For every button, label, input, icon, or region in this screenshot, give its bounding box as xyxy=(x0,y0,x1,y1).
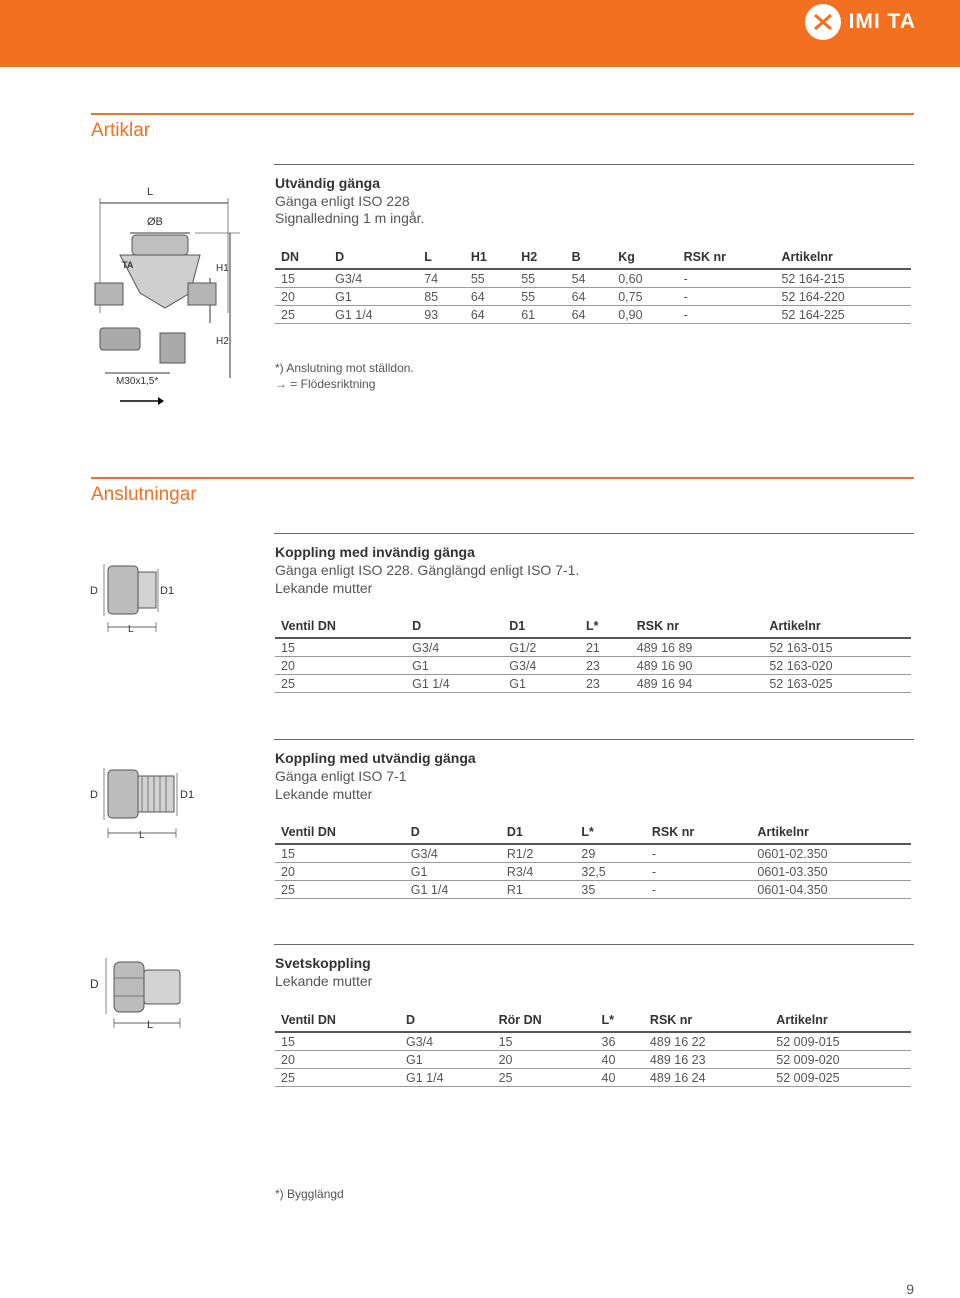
product-line-1: Gänga enligt ISO 228 xyxy=(275,193,410,209)
fitting2-diagram xyxy=(86,758,196,840)
table-cell: 15 xyxy=(275,269,329,288)
column-header: H2 xyxy=(515,246,565,269)
table-cell: 52 164-220 xyxy=(775,288,911,306)
table-cell: - xyxy=(646,844,752,863)
table-cell: 0601-04.350 xyxy=(751,881,911,899)
table-header-row xyxy=(275,821,911,844)
table-cell: 0,60 xyxy=(612,269,677,288)
table-cell: 32,5 xyxy=(575,863,646,881)
table-cell: - xyxy=(646,863,752,881)
fitting1-line-1: Gänga enligt ISO 228. Gänglängd enligt ISO 7-1. xyxy=(275,562,580,578)
product-table xyxy=(275,246,911,324)
fitting3-line-1: Lekande mutter xyxy=(275,973,373,989)
table-cell: 55 xyxy=(515,288,565,306)
block-rule xyxy=(274,944,914,945)
table-row xyxy=(275,675,911,693)
table-cell: G3/4 xyxy=(400,1032,493,1051)
table-row xyxy=(275,638,911,657)
diagram-label-H1: H1 xyxy=(216,263,229,274)
table-cell: R1/2 xyxy=(501,844,576,863)
table-cell: G1/2 xyxy=(503,638,580,657)
table-cell: 25 xyxy=(493,1069,596,1087)
column-header: D xyxy=(405,821,501,844)
table-cell: 40 xyxy=(596,1051,644,1069)
table-cell: 55 xyxy=(465,269,515,288)
table-cell: G3/4 xyxy=(329,269,418,288)
valve-diagram xyxy=(90,183,250,408)
table-cell: G3/4 xyxy=(405,844,501,863)
table-cell: 52 164-225 xyxy=(775,306,911,324)
table-row xyxy=(275,863,911,881)
table-row xyxy=(275,288,911,306)
table-cell: 489 16 94 xyxy=(631,675,764,693)
table-cell: 489 16 22 xyxy=(644,1032,770,1051)
fitting3-label-L: L xyxy=(147,1019,154,1030)
table-cell: 25 xyxy=(275,1069,400,1087)
table-cell: 85 xyxy=(418,288,465,306)
column-header: B xyxy=(566,246,613,269)
table-cell: G3/4 xyxy=(503,657,580,675)
table-cell: - xyxy=(678,306,776,324)
diagram-label-M30: M30x1,5* xyxy=(116,376,159,387)
column-header: Artikelnr xyxy=(763,615,911,638)
table-cell: R3/4 xyxy=(501,863,576,881)
column-header: D1 xyxy=(501,821,576,844)
diagram-logo: TA xyxy=(122,260,134,270)
column-header: D xyxy=(400,1009,493,1032)
fitting2-label-D: D xyxy=(90,789,98,801)
table-cell: G1 1/4 xyxy=(400,1069,493,1087)
column-header: Kg xyxy=(612,246,677,269)
table-cell: G1 xyxy=(503,675,580,693)
table-cell: 55 xyxy=(515,269,565,288)
fitting1-table xyxy=(275,615,911,693)
footnote: *) Bygglängd xyxy=(275,1187,344,1201)
table-cell: - xyxy=(678,288,776,306)
table-cell: 64 xyxy=(465,288,515,306)
table-cell: 61 xyxy=(515,306,565,324)
table-cell: 35 xyxy=(575,881,646,899)
fitting3-table xyxy=(275,1009,911,1087)
column-header: Artikelnr xyxy=(770,1009,911,1032)
fitting2-line-2: Lekande mutter xyxy=(275,786,373,802)
table-header-row xyxy=(275,1009,911,1032)
column-header: Ventil DN xyxy=(275,1009,400,1032)
table-cell: 25 xyxy=(275,675,406,693)
table-cell: 489 16 89 xyxy=(631,638,764,657)
fitting1-label-L: L xyxy=(128,624,134,634)
column-header: L* xyxy=(596,1009,644,1032)
table-row xyxy=(275,269,911,288)
table-cell: G1 xyxy=(329,288,418,306)
logo-mark-icon xyxy=(805,4,841,40)
column-header: L* xyxy=(580,615,631,638)
table-header-row xyxy=(275,246,911,269)
section-rule xyxy=(91,113,914,115)
table-cell: 20 xyxy=(275,1051,400,1069)
block-rule xyxy=(274,164,914,165)
column-header: H1 xyxy=(465,246,515,269)
table-cell: 74 xyxy=(418,269,465,288)
table-row xyxy=(275,1069,911,1087)
table-cell: - xyxy=(678,269,776,288)
fitting1-diagram xyxy=(86,554,186,634)
table-cell: 0,75 xyxy=(612,288,677,306)
table-cell: 0601-03.350 xyxy=(751,863,911,881)
table-cell: 25 xyxy=(275,306,329,324)
product-title: Utvändig gänga xyxy=(275,175,381,191)
fitting1-label-D1: D1 xyxy=(160,585,175,597)
table-cell: 64 xyxy=(566,288,613,306)
table-cell: 0601-02.350 xyxy=(751,844,911,863)
table-cell: G1 1/4 xyxy=(405,881,501,899)
table-cell: 25 xyxy=(275,881,405,899)
note-actuator: *) Anslutning mot ställdon. xyxy=(275,361,414,375)
column-header: D xyxy=(329,246,418,269)
table-cell: G1 1/4 xyxy=(329,306,418,324)
column-header: Artikelnr xyxy=(775,246,911,269)
column-header: RSK nr xyxy=(644,1009,770,1032)
block-rule xyxy=(274,739,914,740)
note-flow-direction: → = Flödesriktning xyxy=(275,377,376,391)
table-row xyxy=(275,1051,911,1069)
table-cell: G1 xyxy=(400,1051,493,1069)
table-cell: 23 xyxy=(580,657,631,675)
table-cell: 23 xyxy=(580,675,631,693)
table-cell: 52 163-015 xyxy=(763,638,911,657)
table-cell: 93 xyxy=(418,306,465,324)
table-cell: G3/4 xyxy=(406,638,503,657)
imi-ta-logo xyxy=(805,4,916,40)
fitting2-table xyxy=(275,821,911,899)
fitting1-line-2: Lekande mutter xyxy=(275,580,373,596)
table-cell: 21 xyxy=(580,638,631,657)
table-cell: G1 xyxy=(406,657,503,675)
fitting3-label-D: D xyxy=(90,977,99,991)
logo-text: IMI TA xyxy=(848,10,916,33)
table-cell: 20 xyxy=(275,288,329,306)
block-rule xyxy=(274,533,914,534)
fitting3-title: Svetskoppling xyxy=(275,955,371,971)
table-row xyxy=(275,1032,911,1051)
table-cell: 0,90 xyxy=(612,306,677,324)
table-cell: 15 xyxy=(493,1032,596,1051)
diagram-label-H2: H2 xyxy=(216,336,229,347)
column-header: Ventil DN xyxy=(275,615,406,638)
column-header: RSK nr xyxy=(631,615,764,638)
table-cell: 29 xyxy=(575,844,646,863)
section-title-artiklar: Artiklar xyxy=(91,120,151,141)
column-header: Artikelnr xyxy=(751,821,911,844)
fitting2-line-1: Gänga enligt ISO 7-1 xyxy=(275,768,407,784)
table-cell: 40 xyxy=(596,1069,644,1087)
table-cell: 52 009-020 xyxy=(770,1051,911,1069)
table-row xyxy=(275,306,911,324)
table-cell: 20 xyxy=(275,657,406,675)
column-header: DN xyxy=(275,246,329,269)
table-row xyxy=(275,844,911,863)
table-cell: 15 xyxy=(275,638,406,657)
table-cell: 52 163-025 xyxy=(763,675,911,693)
table-row xyxy=(275,657,911,675)
table-cell: 52 164-215 xyxy=(775,269,911,288)
column-header: Rör DN xyxy=(493,1009,596,1032)
table-cell: 489 16 24 xyxy=(644,1069,770,1087)
column-header: Ventil DN xyxy=(275,821,405,844)
table-cell: 52 009-015 xyxy=(770,1032,911,1051)
column-header: RSK nr xyxy=(678,246,776,269)
table-cell: G1 xyxy=(405,863,501,881)
table-cell: 52 163-020 xyxy=(763,657,911,675)
column-header: D1 xyxy=(503,615,580,638)
table-cell: 15 xyxy=(275,1032,400,1051)
table-cell: 20 xyxy=(275,863,405,881)
table-cell: 64 xyxy=(566,306,613,324)
fitting2-title: Koppling med utvändig gänga xyxy=(275,750,476,766)
fitting3-diagram xyxy=(86,948,196,1030)
product-line-2: Signalledning 1 m ingår. xyxy=(275,210,425,226)
section-title-anslutningar: Anslutningar xyxy=(91,484,197,505)
fitting1-label-D: D xyxy=(90,585,98,597)
fitting1-title: Koppling med invändig gänga xyxy=(275,544,475,560)
column-header: D xyxy=(406,615,503,638)
table-cell: 64 xyxy=(465,306,515,324)
table-cell: 36 xyxy=(596,1032,644,1051)
page-number: 9 xyxy=(906,1281,914,1297)
table-cell: - xyxy=(646,881,752,899)
diagram-label-L: L xyxy=(147,186,154,198)
table-row xyxy=(275,881,911,899)
header-bar xyxy=(0,0,960,67)
section-rule xyxy=(91,477,914,479)
fitting2-label-D1: D1 xyxy=(180,789,195,801)
table-cell: R1 xyxy=(501,881,576,899)
table-cell: 489 16 23 xyxy=(644,1051,770,1069)
table-cell: 15 xyxy=(275,844,405,863)
table-cell: 52 009-025 xyxy=(770,1069,911,1087)
column-header: L xyxy=(418,246,465,269)
table-header-row xyxy=(275,615,911,638)
column-header: L* xyxy=(575,821,646,844)
table-cell: G1 1/4 xyxy=(406,675,503,693)
fitting2-label-L: L xyxy=(139,830,145,840)
table-cell: 489 16 90 xyxy=(631,657,764,675)
table-cell: 54 xyxy=(566,269,613,288)
table-cell: 20 xyxy=(493,1051,596,1069)
diagram-label-OB: ØB xyxy=(147,216,163,228)
column-header: RSK nr xyxy=(646,821,752,844)
